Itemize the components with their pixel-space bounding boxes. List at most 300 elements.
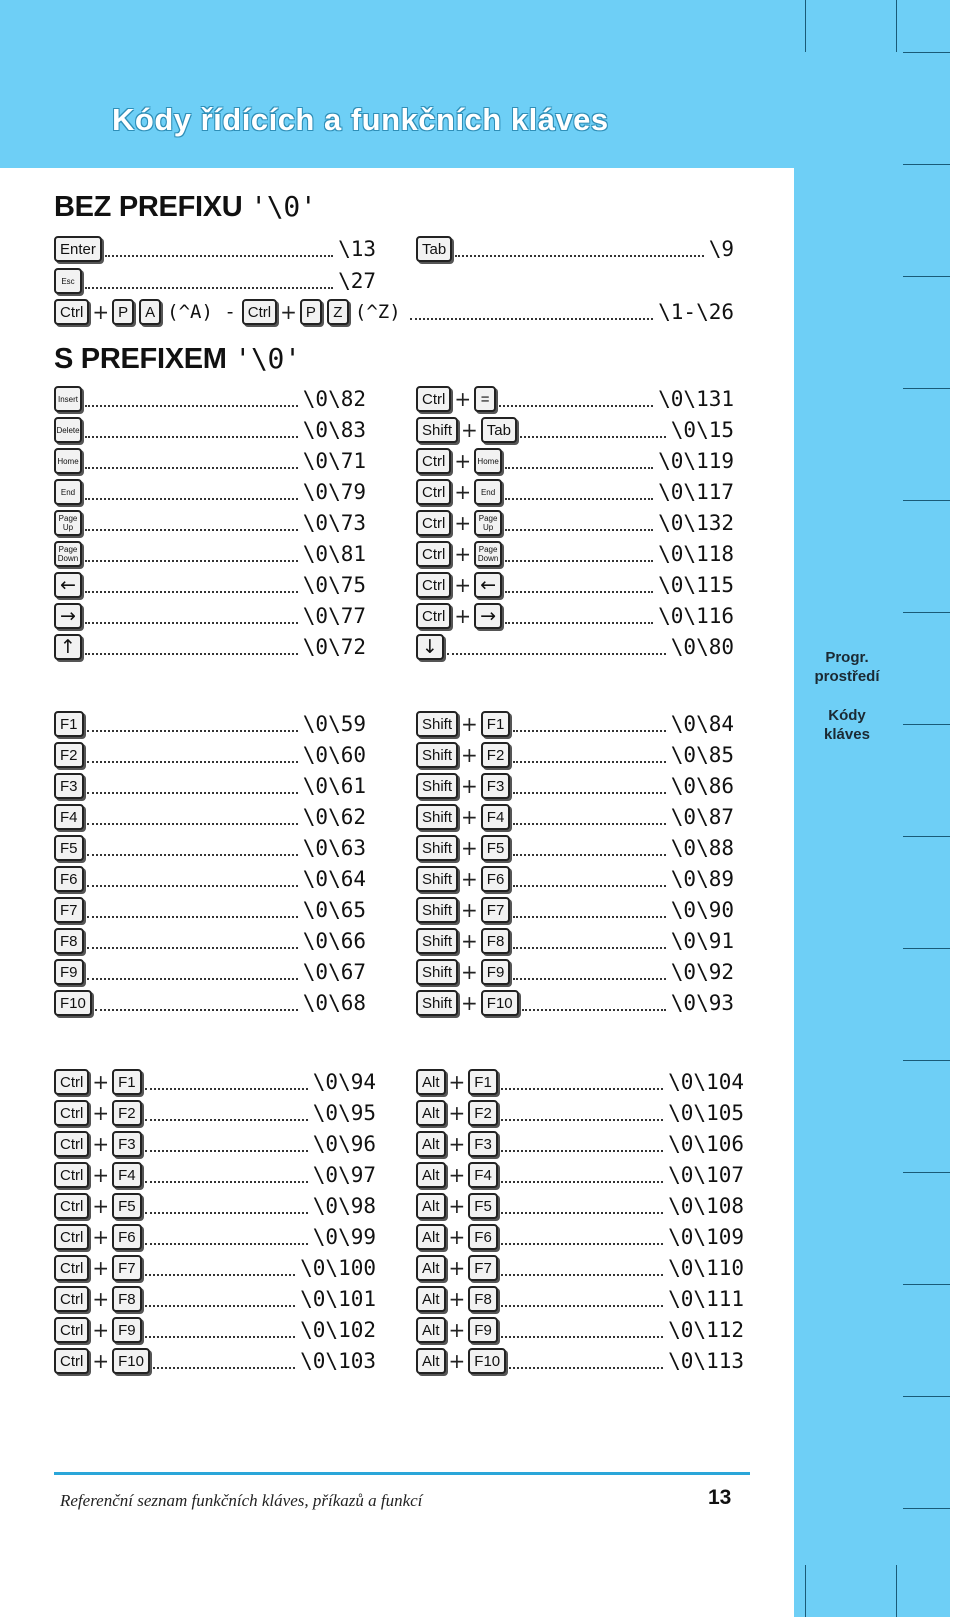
key-code: \0\103 — [300, 1349, 376, 1373]
key-row — [416, 601, 734, 631]
plus-sign: + — [461, 898, 478, 922]
f3-key: F3 — [481, 773, 511, 799]
alt-key: Alt — [416, 1224, 446, 1250]
f10-key: F10 — [481, 990, 519, 1016]
key-code: \0\113 — [668, 1349, 744, 1373]
dot-leader — [499, 403, 653, 407]
left-arrow-key: ← — [474, 572, 502, 598]
key-row-enter — [54, 234, 376, 264]
f9-key: F9 — [54, 959, 84, 985]
f9-key: F9 — [481, 959, 511, 985]
key-code: \0\107 — [668, 1163, 744, 1187]
key-row — [416, 864, 734, 894]
dot-leader — [501, 1117, 663, 1121]
margin-tick — [903, 836, 950, 837]
dot-leader — [505, 527, 653, 531]
f4-key: F4 — [468, 1162, 498, 1188]
shift-key: Shift — [416, 835, 458, 861]
ctrl-key: Ctrl — [416, 448, 451, 474]
key-row — [416, 895, 734, 925]
key-row — [54, 988, 366, 1018]
key-code: \0\90 — [670, 898, 734, 922]
margin-tick — [903, 612, 950, 613]
dot-leader — [87, 914, 298, 918]
key-row — [416, 1346, 744, 1376]
key-row — [54, 1284, 376, 1314]
dot-leader — [513, 759, 665, 763]
key-row — [416, 1191, 744, 1221]
key-row — [54, 1129, 376, 1159]
key-code: \0\110 — [668, 1256, 744, 1280]
key-row — [54, 570, 366, 600]
key-row — [54, 895, 366, 925]
margin-tick — [903, 1060, 950, 1061]
plus-sign: + — [454, 480, 472, 504]
key-code: \0\75 — [302, 573, 366, 597]
plus-sign: + — [461, 960, 478, 984]
alt-key: Alt — [416, 1162, 446, 1188]
ctrl-key: Ctrl — [54, 1131, 89, 1157]
ctrl-key: Ctrl — [54, 299, 89, 325]
side-band — [794, 0, 950, 1617]
dot-leader — [153, 1365, 295, 1369]
ctrl-key: Ctrl — [416, 386, 451, 412]
right-arrow-key: → — [474, 603, 502, 629]
end-key: End — [54, 479, 82, 505]
key-code: \0\15 — [670, 418, 734, 442]
section-heading-text: BEZ PREFIXU — [54, 191, 243, 223]
shift-key: Shift — [416, 773, 458, 799]
f10-key: F10 — [54, 990, 92, 1016]
key-row — [416, 1098, 744, 1128]
ctrl-key: Ctrl — [54, 1069, 89, 1095]
plus-sign: + — [448, 1225, 466, 1249]
a-key: A — [139, 299, 161, 325]
ctrl-key: Ctrl — [416, 603, 451, 629]
key-row — [54, 1067, 376, 1097]
plus-sign: + — [448, 1163, 466, 1187]
dot-leader — [501, 1303, 663, 1307]
dot-leader — [105, 253, 333, 257]
dot-leader — [513, 976, 665, 980]
alt-key: Alt — [416, 1131, 446, 1157]
section-heading-prefix: '\0' — [250, 190, 317, 223]
side-label-line: Progr. — [825, 649, 869, 666]
dot-leader — [455, 253, 704, 257]
key-code: \0\119 — [658, 449, 734, 473]
key-row — [416, 833, 734, 863]
plus-sign: + — [454, 449, 472, 473]
key-row — [54, 771, 366, 801]
f3-key: F3 — [468, 1131, 498, 1157]
plus-sign: + — [92, 1225, 110, 1249]
key-row — [416, 477, 734, 507]
dot-leader — [145, 1086, 308, 1090]
ctrl-key: Ctrl — [416, 510, 451, 536]
alt-key: Alt — [416, 1317, 446, 1343]
home-key: Home — [474, 448, 502, 474]
dot-leader — [501, 1334, 663, 1338]
shift-key: Shift — [416, 417, 458, 443]
f1-key: F1 — [481, 711, 511, 737]
plus-sign: + — [461, 991, 478, 1015]
plus-sign: + — [448, 1256, 466, 1280]
plus-sign: + — [92, 1349, 110, 1373]
key-row — [416, 632, 734, 662]
plus-sign: + — [461, 712, 478, 736]
key-row — [54, 1222, 376, 1252]
dot-leader — [85, 465, 298, 469]
shift-key: Shift — [416, 711, 458, 737]
key-code: \9 — [708, 237, 734, 261]
dot-leader — [85, 496, 298, 500]
key-row — [54, 384, 366, 414]
key-row — [416, 740, 734, 770]
key-row — [416, 957, 734, 987]
plus-sign: + — [461, 867, 478, 891]
ctrl-key: Ctrl — [54, 1224, 89, 1250]
footer-rule — [54, 1472, 750, 1475]
key-code: \0\86 — [670, 774, 734, 798]
ctrl-key: Ctrl — [54, 1255, 89, 1281]
side-label-line: kláves — [824, 726, 870, 743]
key-code: \0\112 — [668, 1318, 744, 1342]
key-code: \0\93 — [670, 991, 734, 1015]
p-key: P — [300, 299, 322, 325]
ctrl-key: Ctrl — [54, 1317, 89, 1343]
margin-tick — [903, 724, 950, 725]
dot-leader — [85, 558, 298, 562]
key-code: \1-\26 — [658, 300, 734, 324]
ctrl-key: Ctrl — [416, 572, 451, 598]
key-code: \0\106 — [668, 1132, 744, 1156]
down-arrow-key: ↓ — [416, 634, 444, 660]
plus-sign: + — [92, 1287, 110, 1311]
dot-leader — [87, 945, 298, 949]
f8-key: F8 — [468, 1286, 498, 1312]
f1-key: F1 — [112, 1069, 142, 1095]
key-row — [416, 802, 734, 832]
plus-sign: + — [92, 1132, 110, 1156]
key-code: \0\62 — [302, 805, 366, 829]
alt-key: Alt — [416, 1069, 446, 1095]
margin-tick — [903, 388, 950, 389]
f3-key: F3 — [112, 1131, 142, 1157]
section-heading-no-prefix — [54, 190, 316, 224]
plus-sign: + — [448, 1194, 466, 1218]
key-code: \0\60 — [302, 743, 366, 767]
dot-leader — [505, 496, 653, 500]
key-code: \0\67 — [302, 960, 366, 984]
side-label-line: Kódy — [828, 707, 866, 724]
dot-leader — [501, 1272, 663, 1276]
plus-sign: + — [454, 511, 472, 535]
key-row — [54, 539, 366, 569]
dot-leader — [87, 759, 298, 763]
ctrl-key: Ctrl — [416, 479, 451, 505]
key-code: \0\65 — [302, 898, 366, 922]
f6-key: F6 — [112, 1224, 142, 1250]
up-arrow-key: ↑ — [54, 634, 82, 660]
f6-key: F6 — [468, 1224, 498, 1250]
key-code: \0\95 — [312, 1101, 376, 1125]
key-row — [54, 709, 366, 739]
dot-leader — [410, 316, 654, 320]
key-code: \0\66 — [302, 929, 366, 953]
f10-key: F10 — [112, 1348, 150, 1374]
plus-sign: + — [92, 1163, 110, 1187]
plus-sign: + — [448, 1132, 466, 1156]
f7-key: F7 — [468, 1255, 498, 1281]
margin-tick — [903, 1396, 950, 1397]
section-heading-prefix: '\0' — [234, 342, 301, 375]
ctrl-key: Ctrl — [242, 299, 277, 325]
plus-sign: + — [454, 542, 472, 566]
key-row — [54, 957, 366, 987]
f5-key: F5 — [54, 835, 84, 861]
key-code: \0\68 — [302, 991, 366, 1015]
key-code: \0\94 — [312, 1070, 376, 1094]
key-row — [54, 1346, 376, 1376]
f1-key: F1 — [54, 711, 84, 737]
page-down-key: Page Down — [474, 541, 502, 567]
page-down-key: Page Down — [54, 541, 82, 567]
key-row — [416, 1067, 744, 1097]
f2-key: F2 — [468, 1100, 498, 1126]
margin-tick — [903, 52, 950, 53]
ctrl-key: Ctrl — [54, 1348, 89, 1374]
key-code: \0\100 — [300, 1256, 376, 1280]
dot-leader — [85, 434, 298, 438]
plus-sign: + — [461, 418, 478, 442]
key-row-tab — [416, 234, 734, 264]
ctrl-key: Ctrl — [54, 1193, 89, 1219]
dot-leader — [501, 1179, 663, 1183]
alt-key: Alt — [416, 1286, 446, 1312]
dot-leader — [513, 914, 665, 918]
key-code: \0\118 — [658, 542, 734, 566]
key-code: \0\132 — [658, 511, 734, 535]
key-code: \0\61 — [302, 774, 366, 798]
margin-tick — [903, 164, 950, 165]
delete-key: Delete — [54, 417, 82, 443]
key-row — [416, 570, 734, 600]
key-row — [416, 1284, 744, 1314]
dot-leader — [513, 821, 665, 825]
key-row — [54, 1253, 376, 1283]
dot-leader — [513, 728, 665, 732]
plus-sign: + — [461, 836, 478, 860]
key-row — [54, 601, 366, 631]
page-up-key: Page Up — [54, 510, 82, 536]
key-row — [54, 1098, 376, 1128]
dot-leader — [87, 883, 298, 887]
plus-sign: + — [448, 1349, 466, 1373]
plus-sign: + — [448, 1318, 466, 1342]
dot-leader — [87, 821, 298, 825]
trim-mark — [896, 1565, 897, 1617]
alt-key: Alt — [416, 1348, 446, 1374]
ctrl-key: Ctrl — [54, 1100, 89, 1126]
key-code: \0\102 — [300, 1318, 376, 1342]
key-code: \0\87 — [670, 805, 734, 829]
f7-key: F7 — [54, 897, 84, 923]
range-end-text: (^Z) — [354, 301, 401, 323]
plus-sign: + — [92, 1070, 110, 1094]
f4-key: F4 — [481, 804, 511, 830]
key-row — [416, 771, 734, 801]
plus-sign: + — [448, 1287, 466, 1311]
key-row — [416, 1160, 744, 1190]
key-row — [54, 864, 366, 894]
dot-leader — [505, 558, 653, 562]
plus-sign: + — [454, 387, 472, 411]
key-code: \0\83 — [302, 418, 366, 442]
key-code: \0\109 — [668, 1225, 744, 1249]
f1-key: F1 — [468, 1069, 498, 1095]
dot-leader — [501, 1148, 663, 1152]
alt-key: Alt — [416, 1255, 446, 1281]
enter-key: Enter — [54, 236, 102, 262]
dot-leader — [145, 1241, 308, 1245]
dot-leader — [87, 976, 298, 980]
key-row — [54, 415, 366, 445]
alt-key: Alt — [416, 1193, 446, 1219]
key-code: \0\71 — [302, 449, 366, 473]
margin-tick — [903, 500, 950, 501]
plus-sign: + — [454, 573, 472, 597]
key-row — [54, 1160, 376, 1190]
dot-leader — [145, 1303, 296, 1307]
key-code: \0\108 — [668, 1194, 744, 1218]
dot-leader — [505, 589, 653, 593]
key-row — [416, 1222, 744, 1252]
key-code: \0\85 — [670, 743, 734, 767]
key-code: \0\99 — [312, 1225, 376, 1249]
key-code: \0\104 — [668, 1070, 744, 1094]
key-row — [416, 709, 734, 739]
key-code: \0\97 — [312, 1163, 376, 1187]
dot-leader — [520, 434, 666, 438]
key-code: \0\116 — [658, 604, 734, 628]
key-row — [416, 1129, 744, 1159]
footer-text: Referenční seznam funkčních kláves, příkazů a funkcí — [60, 1491, 423, 1510]
f6-key: F6 — [54, 866, 84, 892]
f8-key: F8 — [112, 1286, 142, 1312]
key-row — [416, 926, 734, 956]
f7-key: F7 — [112, 1255, 142, 1281]
dot-leader — [145, 1210, 308, 1214]
key-row — [54, 477, 366, 507]
alt-key: Alt — [416, 1100, 446, 1126]
f8-key: F8 — [54, 928, 84, 954]
f9-key: F9 — [468, 1317, 498, 1343]
tab-key: Tab — [416, 236, 452, 262]
key-code: \27 — [338, 269, 376, 293]
plus-sign: + — [448, 1070, 466, 1094]
shift-key: Shift — [416, 928, 458, 954]
margin-tick — [903, 1508, 950, 1509]
dot-leader — [513, 883, 665, 887]
dot-leader — [501, 1210, 663, 1214]
key-row — [416, 415, 734, 445]
dot-leader — [447, 651, 666, 655]
trim-mark — [805, 1565, 806, 1617]
key-row — [54, 446, 366, 476]
p-key: P — [112, 299, 134, 325]
f9-key: F9 — [112, 1317, 142, 1343]
key-code: \0\115 — [658, 573, 734, 597]
key-row — [54, 926, 366, 956]
plus-sign: + — [461, 774, 478, 798]
f2-key: F2 — [112, 1100, 142, 1126]
home-key: Home — [54, 448, 82, 474]
key-code: \0\88 — [670, 836, 734, 860]
dot-leader — [513, 790, 665, 794]
f6-key: F6 — [481, 866, 511, 892]
side-label-line: prostředí — [814, 668, 880, 685]
key-code: \0\91 — [670, 929, 734, 953]
right-arrow-key: → — [54, 603, 82, 629]
dot-leader — [85, 403, 298, 407]
f7-key: F7 — [481, 897, 511, 923]
ctrl-key: Ctrl — [416, 541, 451, 567]
plus-sign: + — [461, 743, 478, 767]
plus-sign: + — [92, 300, 110, 324]
key-code: \0\73 — [302, 511, 366, 535]
key-code: \0\84 — [670, 712, 734, 736]
shift-key: Shift — [416, 959, 458, 985]
key-row — [54, 833, 366, 863]
key-row — [416, 988, 734, 1018]
key-code: \0\79 — [302, 480, 366, 504]
side-label-topic — [792, 706, 902, 744]
key-row — [416, 539, 734, 569]
f4-key: F4 — [54, 804, 84, 830]
page-up-key: Page Up — [474, 510, 502, 536]
f2-key: F2 — [481, 742, 511, 768]
dot-leader — [505, 620, 653, 624]
dot-leader — [509, 1365, 663, 1369]
plus-sign: + — [461, 929, 478, 953]
key-code: \0\77 — [302, 604, 366, 628]
trim-mark — [805, 0, 806, 52]
plus-sign: + — [280, 300, 297, 324]
esc-key: Esc — [54, 268, 82, 294]
key-code: \0\105 — [668, 1101, 744, 1125]
key-code: \0\111 — [668, 1287, 744, 1311]
dot-leader — [85, 620, 298, 624]
key-row — [54, 1315, 376, 1345]
side-label-section — [792, 648, 902, 686]
key-row — [54, 740, 366, 770]
dot-leader — [85, 527, 298, 531]
key-row — [416, 384, 734, 414]
page-number: 13 — [708, 1486, 732, 1509]
shift-key: Shift — [416, 990, 458, 1016]
key-row — [54, 1191, 376, 1221]
dot-leader — [85, 589, 298, 593]
f8-key: F8 — [481, 928, 511, 954]
dot-leader — [87, 790, 298, 794]
key-code: \0\131 — [658, 387, 734, 411]
shift-key: Shift — [416, 804, 458, 830]
margin-tick — [903, 1172, 950, 1173]
dot-leader — [501, 1241, 663, 1245]
f4-key: F4 — [112, 1162, 142, 1188]
dot-leader — [513, 945, 665, 949]
key-code: \0\81 — [302, 542, 366, 566]
